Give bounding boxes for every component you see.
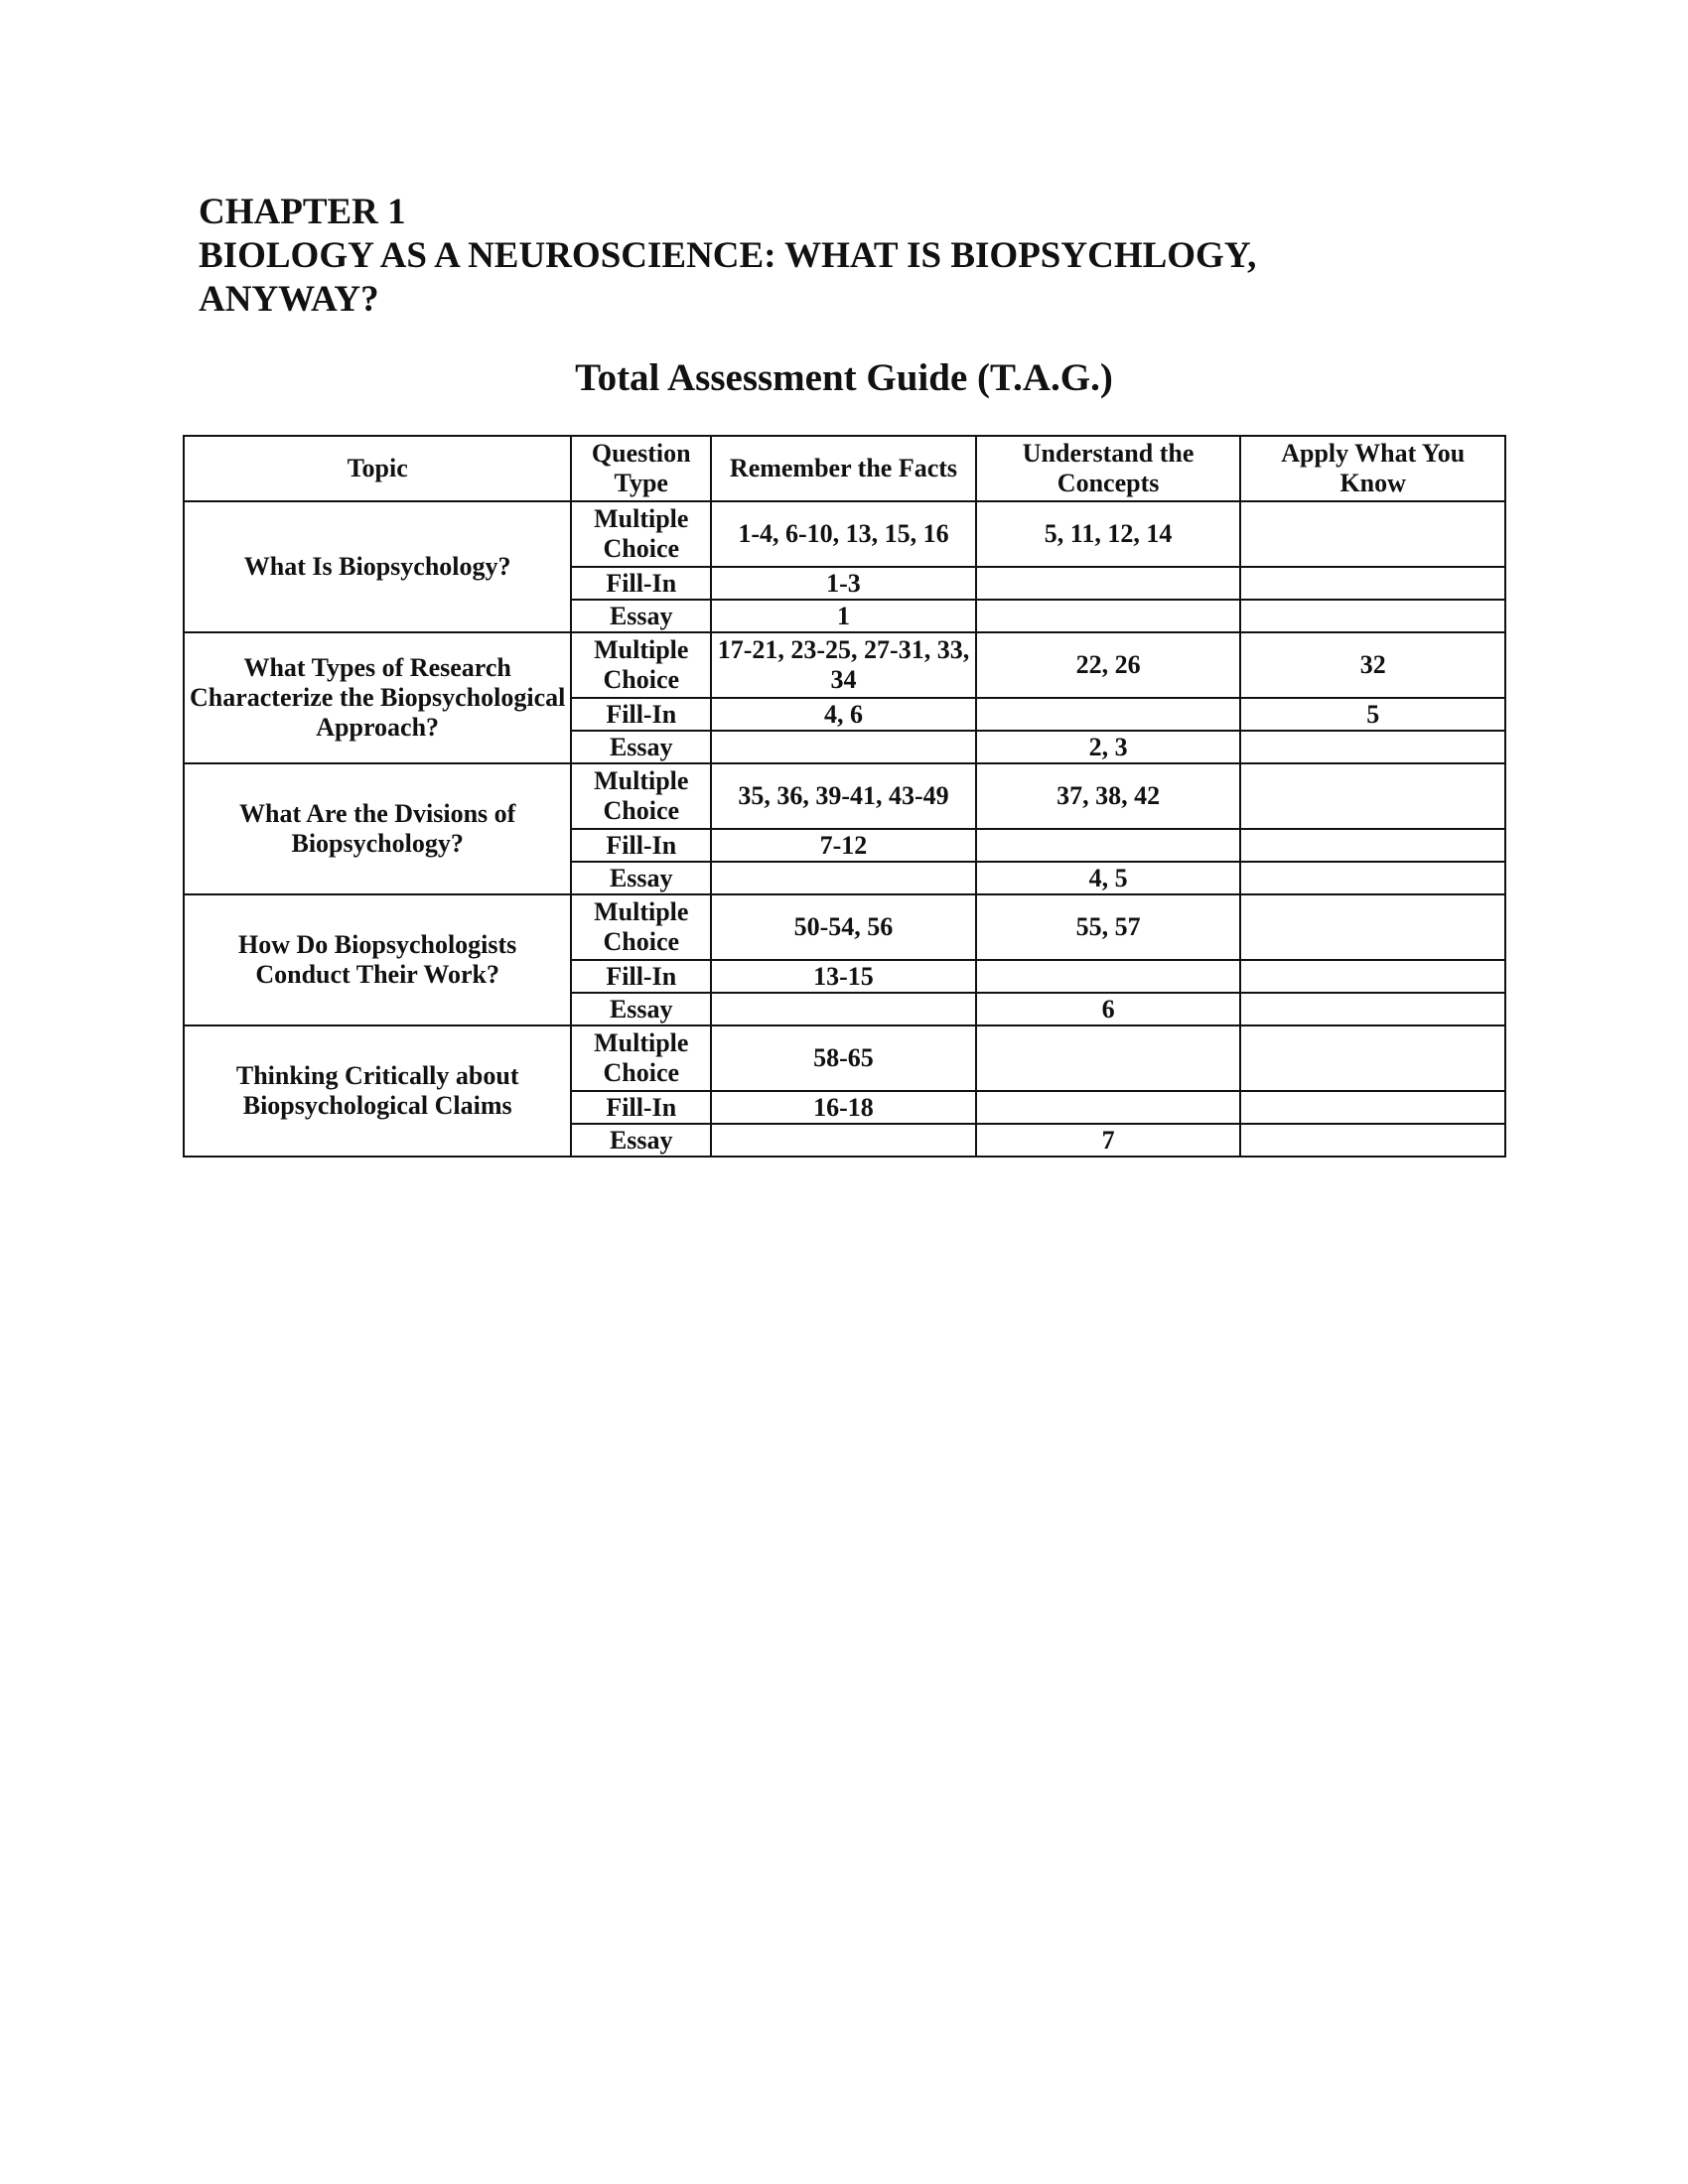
- topic-cell: What Are the Dvisions of Biopsychology?: [184, 763, 571, 894]
- header-understand: Understand the Concepts: [976, 436, 1241, 501]
- topic-cell: What Is Biopsychology?: [184, 501, 571, 632]
- topic-cell: What Types of Research Characterize the Biopsychological Approach?: [184, 632, 571, 763]
- chapter-heading: [199, 191, 1509, 322]
- question-type-cell: Essay: [571, 731, 711, 763]
- apply-cell: [1240, 567, 1505, 600]
- remember-cell: 35, 36, 39-41, 43-49: [711, 763, 976, 829]
- header-question-type: Question Type: [571, 436, 711, 501]
- remember-cell: 4, 6: [711, 698, 976, 731]
- topic-cell: Thinking Critically about Biopsychological Claims: [184, 1025, 571, 1157]
- remember-cell: 1-3: [711, 567, 976, 600]
- understand-cell: 2, 3: [976, 731, 1241, 763]
- remember-cell: [711, 862, 976, 894]
- header-row: [184, 436, 1505, 501]
- apply-cell: [1240, 993, 1505, 1025]
- question-type-cell: Essay: [571, 993, 711, 1025]
- apply-cell: [1240, 1091, 1505, 1124]
- question-type-cell: Fill-In: [571, 1091, 711, 1124]
- table-row: [184, 894, 1505, 960]
- understand-cell: 37, 38, 42: [976, 763, 1241, 829]
- question-type-cell: Essay: [571, 600, 711, 632]
- remember-cell: 13-15: [711, 960, 976, 993]
- question-type-cell: Multiple Choice: [571, 1025, 711, 1091]
- remember-cell: [711, 1124, 976, 1157]
- apply-cell: [1240, 600, 1505, 632]
- question-type-cell: Multiple Choice: [571, 763, 711, 829]
- remember-cell: 58-65: [711, 1025, 976, 1091]
- remember-cell: [711, 993, 976, 1025]
- understand-cell: 5, 11, 12, 14: [976, 501, 1241, 567]
- header-topic: Topic: [184, 436, 571, 501]
- understand-cell: 7: [976, 1124, 1241, 1157]
- question-type-cell: Essay: [571, 862, 711, 894]
- understand-cell: [976, 829, 1241, 862]
- question-type-cell: Fill-In: [571, 829, 711, 862]
- table-row: [184, 501, 1505, 567]
- question-type-cell: Fill-In: [571, 698, 711, 731]
- understand-cell: [976, 1091, 1241, 1124]
- understand-cell: [976, 600, 1241, 632]
- question-type-cell: Fill-In: [571, 567, 711, 600]
- apply-cell: [1240, 501, 1505, 567]
- remember-cell: 50-54, 56: [711, 894, 976, 960]
- understand-cell: [976, 567, 1241, 600]
- apply-cell: [1240, 829, 1505, 862]
- question-type-cell: Multiple Choice: [571, 894, 711, 960]
- understand-cell: [976, 960, 1241, 993]
- apply-cell: [1240, 1124, 1505, 1157]
- understand-cell: 4, 5: [976, 862, 1241, 894]
- header-remember: Remember the Facts: [711, 436, 976, 501]
- question-type-cell: Fill-In: [571, 960, 711, 993]
- apply-cell: 5: [1240, 698, 1505, 731]
- understand-cell: 55, 57: [976, 894, 1241, 960]
- understand-cell: 6: [976, 993, 1241, 1025]
- chapter-number: CHAPTER 1: [199, 192, 406, 232]
- apply-cell: 32: [1240, 632, 1505, 698]
- assessment-guide-table: [183, 435, 1506, 1158]
- understand-cell: 22, 26: [976, 632, 1241, 698]
- apply-cell: [1240, 1025, 1505, 1091]
- remember-cell: 17-21, 23-25, 27-31, 33, 34: [711, 632, 976, 698]
- question-type-cell: Essay: [571, 1124, 711, 1157]
- chapter-title-line-1: BIOLOGY AS A NEUROSCIENCE: WHAT IS BIOPSYCHLOGY,: [199, 235, 1257, 276]
- table-row: [184, 632, 1505, 698]
- apply-cell: [1240, 960, 1505, 993]
- guide-title: Total Assessment Guide (T.A.G.): [575, 356, 1113, 399]
- topic-cell: How Do Biopsychologists Conduct Their Work?: [184, 894, 571, 1025]
- apply-cell: [1240, 894, 1505, 960]
- apply-cell: [1240, 862, 1505, 894]
- understand-cell: [976, 1025, 1241, 1091]
- question-type-cell: Multiple Choice: [571, 632, 711, 698]
- chapter-title-line-2: ANYWAY?: [199, 279, 379, 320]
- understand-cell: [976, 698, 1241, 731]
- remember-cell: 1-4, 6-10, 13, 15, 16: [711, 501, 976, 567]
- apply-cell: [1240, 763, 1505, 829]
- remember-cell: 1: [711, 600, 976, 632]
- question-type-cell: Multiple Choice: [571, 501, 711, 567]
- remember-cell: 16-18: [711, 1091, 976, 1124]
- apply-cell: [1240, 731, 1505, 763]
- remember-cell: 7-12: [711, 829, 976, 862]
- header-apply: Apply What You Know: [1240, 436, 1505, 501]
- remember-cell: [711, 731, 976, 763]
- table-row: [184, 1025, 1505, 1091]
- table-row: [184, 763, 1505, 829]
